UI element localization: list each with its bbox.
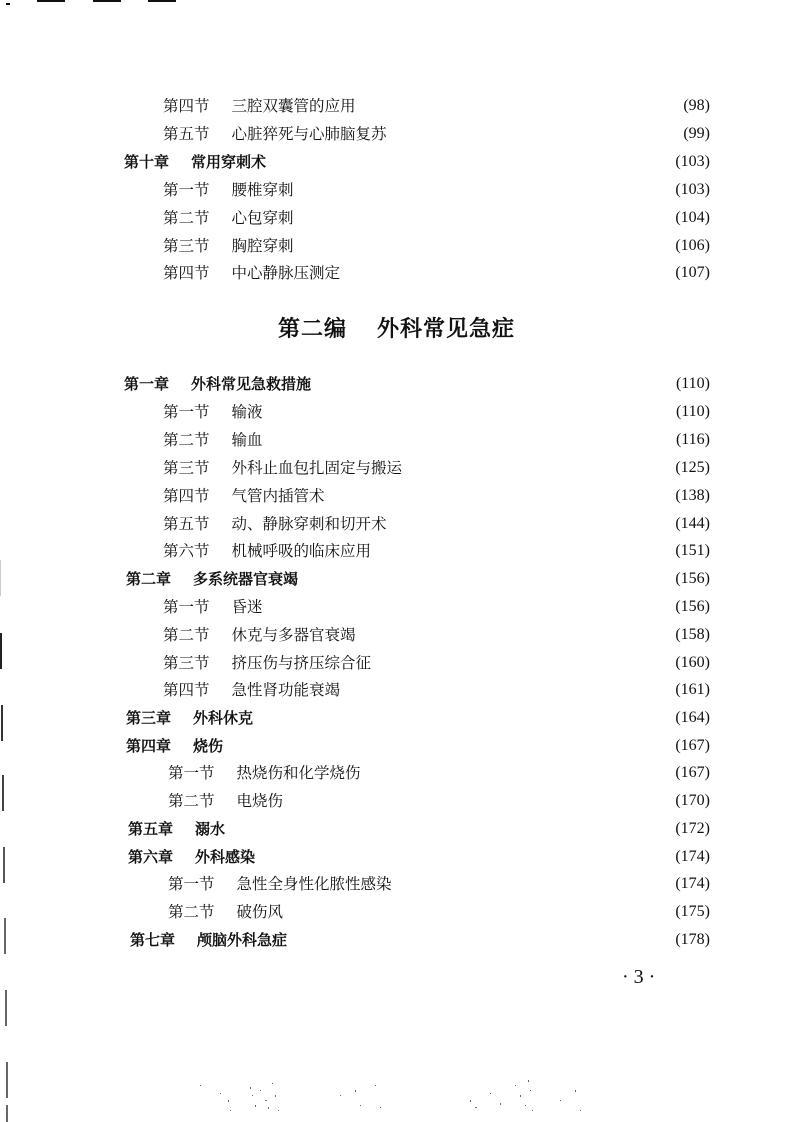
toc-entry[interactable] [163,401,710,423]
part-label: 第二编 [277,317,347,342]
dot-leader [302,179,670,201]
dot-leader [231,735,669,757]
entry-page: (161) [675,681,710,698]
toc-entry[interactable] [163,624,710,646]
entry-label: 第三节 [163,237,210,255]
entry-title: 急性全身性化脓性感染 [236,875,392,893]
entry-page: (175) [675,903,710,920]
dot-leader [364,624,670,646]
entry-label: 第四节 [163,264,210,282]
scan-edge-mark [0,560,1,596]
scan-edge-mark [0,633,2,669]
dot-leader [348,262,669,284]
toc-entry[interactable] [163,95,710,117]
toc-entry[interactable] [126,735,710,757]
scan-edge-mark [148,0,176,2]
dot-leader [302,207,670,229]
toc-entry[interactable] [163,262,710,284]
dot-leader [271,401,670,423]
toc-entry[interactable] [168,790,710,812]
entry-title: 外科止血包扎固定与搬运 [231,459,403,477]
entry-page: (144) [675,515,710,532]
dot-leader [295,929,669,951]
dot-leader [291,901,669,923]
entry-title: 气管内插管术 [231,487,325,505]
entry-label: 第七章 [130,931,176,949]
entry-page: (156) [675,570,710,587]
entry-page: (178) [675,931,710,948]
toc-entry[interactable] [163,596,710,618]
toc-entry[interactable] [163,652,710,674]
dot-leader [348,679,669,701]
entry-page: (160) [675,654,710,671]
entry-label: 第二节 [163,626,210,644]
entry-title: 电烧伤 [236,792,284,810]
scan-edge-mark [5,990,7,1026]
entry-label: 第二节 [163,431,210,449]
entry-page: (138) [675,487,710,504]
entry-label: 第一节 [168,875,215,893]
dot-leader [379,652,669,674]
entry-label: 第五章 [128,820,174,838]
part-heading [0,312,793,343]
scan-edge-mark [3,847,5,883]
toc-entry[interactable] [163,123,710,145]
entry-page: (167) [675,764,710,781]
entry-label: 第四节 [163,487,210,505]
entry-title: 三腔双囊管的应用 [231,97,356,115]
toc-entry[interactable] [163,485,710,507]
entry-label: 第十章 [124,153,170,171]
dot-leader [271,596,670,618]
entry-title: 急性肾功能衰竭 [231,681,341,699]
entry-page: (170) [675,792,710,809]
dot-leader [333,485,670,507]
scan-noise [180,1065,610,1120]
page-number: · 3 · [622,966,656,988]
dot-leader [306,568,669,590]
entry-page: (174) [675,848,710,865]
dot-leader [233,818,669,840]
entry-page: (167) [675,737,710,754]
dot-leader [274,151,669,173]
toc-entry[interactable] [128,846,710,868]
entry-title: 常用穿刺术 [191,153,267,171]
entry-page: (99) [683,125,710,142]
entry-title: 昏迷 [231,598,263,616]
entry-title: 外科感染 [195,848,256,866]
entry-page: (103) [675,153,710,170]
scan-edge-mark [4,918,6,954]
entry-title: 胸腔穿刺 [231,237,294,255]
entry-page: (158) [675,626,710,643]
scan-edge-mark [93,0,121,2]
entry-title: 多系统器官衰竭 [193,570,299,588]
dot-leader [261,707,669,729]
entry-page: (107) [675,264,710,281]
entry-page: (110) [675,375,710,392]
entry-label: 第五节 [163,125,210,143]
entry-page: (110) [675,403,710,420]
dot-leader [369,762,670,784]
entry-label: 第一章 [124,375,170,393]
dot-leader [379,540,669,562]
scan-edge-mark [37,0,65,2]
entry-title: 腰椎穿刺 [231,181,294,199]
entry-page: (151) [675,542,710,559]
entry-page: (172) [675,820,710,837]
dot-leader [410,457,669,479]
entry-page: (156) [675,598,710,615]
toc-entry[interactable] [163,179,710,201]
entry-title: 心包穿刺 [231,209,294,227]
entry-label: 第三节 [163,459,210,477]
part-title: 外科常见急症 [377,317,516,342]
entry-title: 机械呼吸的临床应用 [231,542,372,560]
toc-entry[interactable] [163,457,710,479]
scan-edge-mark [1,705,3,741]
dot-leader [400,873,670,895]
dot-leader [395,513,670,535]
toc-entry[interactable] [124,151,710,173]
toc-entry[interactable] [163,540,710,562]
dot-leader [291,790,669,812]
entry-title: 溺水 [195,820,226,838]
dot-leader [263,846,669,868]
entry-page: (125) [675,459,710,476]
scan-edge-mark [6,1062,8,1098]
entry-title: 心脏猝死与心肺脑复苏 [231,125,387,143]
entry-title: 外科常见急救措施 [191,375,312,393]
entry-page: (174) [675,875,710,892]
entry-title: 烧伤 [193,737,224,755]
dot-leader [395,123,678,145]
scan-edge-mark [6,3,10,5]
entry-title: 输液 [231,403,263,421]
entry-label: 第五节 [163,515,210,533]
entry-label: 第一节 [163,403,210,421]
entry-page: (164) [675,709,710,726]
entry-title: 休克与多器官衰竭 [231,626,356,644]
entry-title: 颅脑外科急症 [197,931,288,949]
entry-label: 第四节 [163,681,210,699]
entry-title: 热烧伤和化学烧伤 [236,764,361,782]
toc-entry[interactable] [163,207,710,229]
toc-entry[interactable] [128,818,710,840]
entry-title: 动、静脉穿刺和切开术 [231,515,387,533]
toc-entry[interactable] [126,568,710,590]
entry-title: 输血 [231,431,263,449]
toc-entry[interactable] [163,235,710,257]
toc-entry[interactable] [168,762,710,784]
entry-label: 第一节 [168,764,215,782]
entry-label: 第六节 [163,542,210,560]
entry-label: 第一节 [163,598,210,616]
entry-title: 外科休克 [193,709,254,727]
entry-label: 第一节 [163,181,210,199]
entry-label: 第二章 [126,570,172,588]
entry-label: 第四节 [163,97,210,115]
entry-label: 第二节 [168,792,215,810]
dot-leader [302,235,670,257]
entry-page: (104) [675,209,710,226]
entry-title: 挤压伤与挤压综合征 [231,654,372,672]
entry-label: 第三节 [163,654,210,672]
entry-label: 第六章 [128,848,174,866]
entry-title: 破伤风 [236,903,284,921]
entry-label: 第二节 [168,903,215,921]
dot-leader [364,95,678,117]
scan-edge-mark [6,1105,8,1122]
entry-label: 第三章 [126,709,172,727]
toc-entry[interactable] [163,679,710,701]
toc-entry[interactable] [168,873,710,895]
toc-entry[interactable] [124,373,710,395]
toc-entry[interactable] [126,707,710,729]
entry-page: (106) [675,237,710,254]
entry-label: 第二节 [163,209,210,227]
dot-leader [271,429,670,451]
toc-entry[interactable] [130,929,710,951]
scan-edge-mark [2,775,4,811]
toc-entry[interactable] [163,513,710,535]
entry-label: 第四章 [126,737,172,755]
entry-page: (103) [675,181,710,198]
dot-leader [319,373,670,395]
entry-page: (98) [683,97,710,114]
entry-title: 中心静脉压测定 [231,264,341,282]
entry-page: (116) [675,431,710,448]
toc-entry[interactable] [163,429,710,451]
toc-entry[interactable] [168,901,710,923]
